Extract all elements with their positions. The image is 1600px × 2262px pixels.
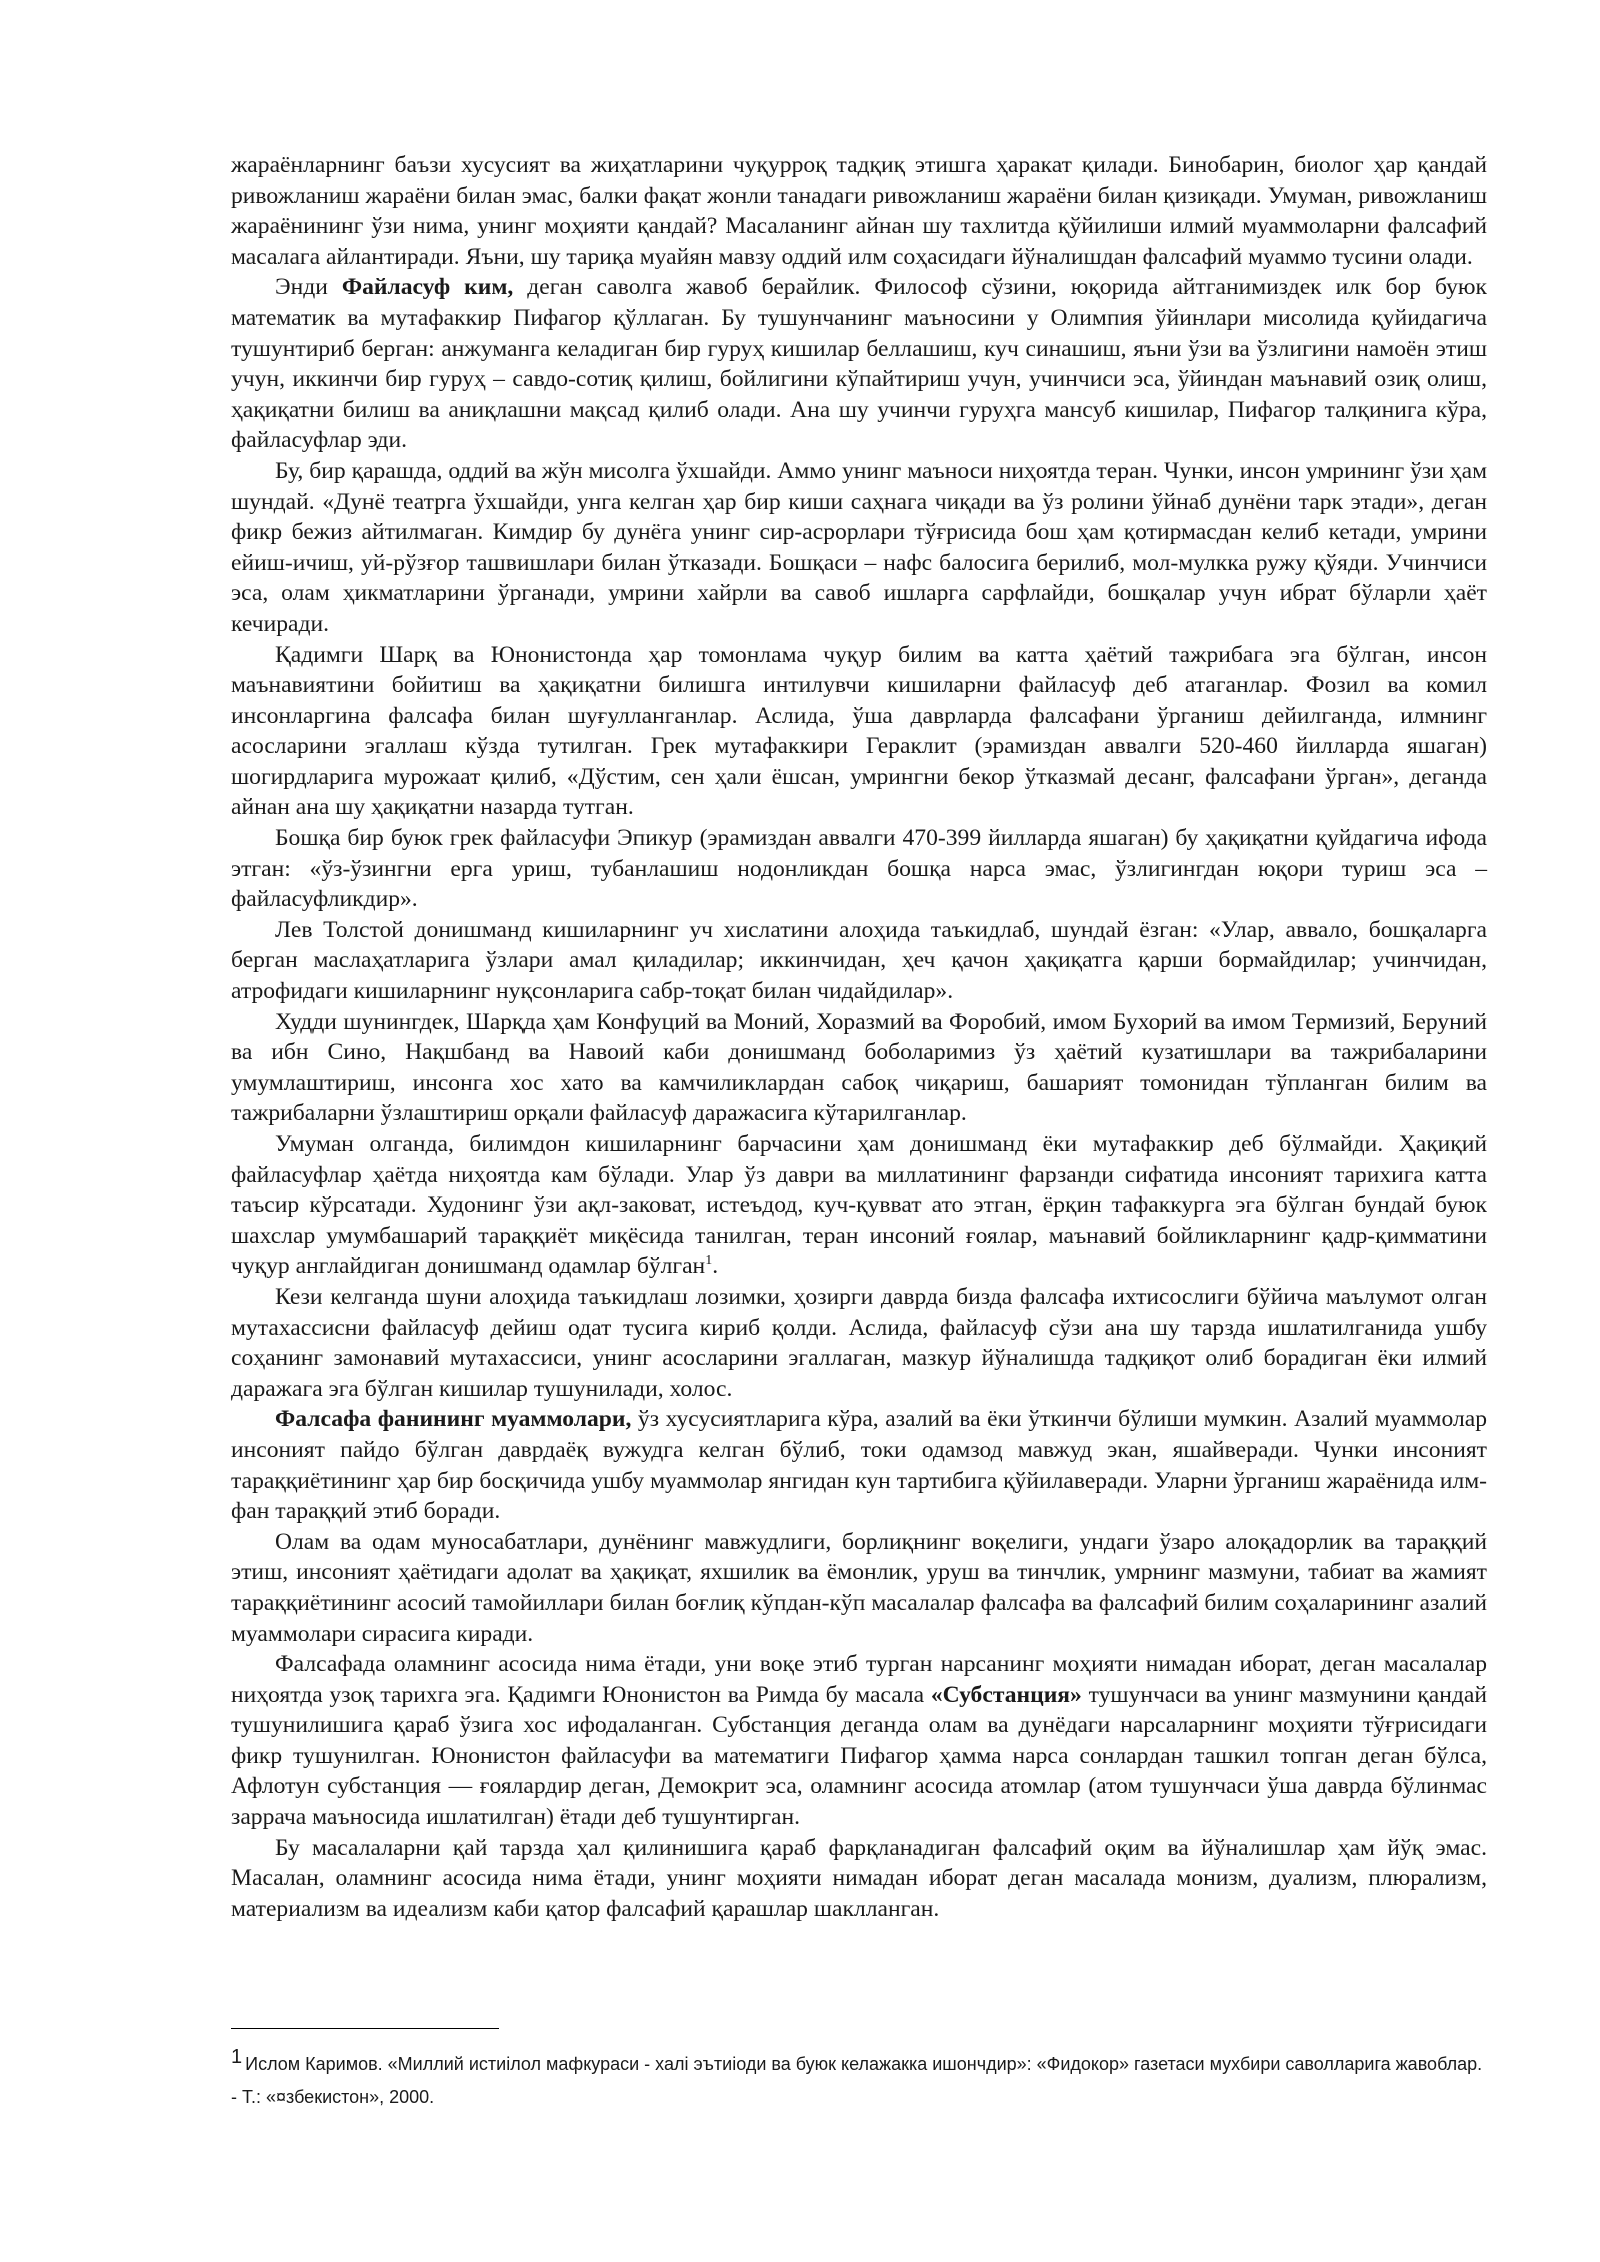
paragraph-text: Умуман олганда, билимдон кишиларнинг барчасини ҳам донишманд ёки мутафаккир деб бўлмайди. Ҳақиқий файласуфлар ҳаётда ниҳоятда кам бўлади. Улар ўз даври ва миллатининг фарзанди сифатида инсоният тарихига катта таъсир кўрсатади. Худонинг ўзи ақл-заковат, истеъдод, куч-қувват ато этган, ёрқин тафаккурга эга бўлган бундай буюк шахслар умумбашарий тараққиёт миқёсида танилган, теран инсоний ғоялар, маънавий бойликларнинг қадр-қимматини чуқур англайдиган донишманд одамлар бўлган <box>231 1131 1487 1280</box>
paragraph-eastern-thinkers <box>231 1007 1487 1129</box>
paragraph-text: Худди шунингдек, Шарқда ҳам Конфуций ва Моний, Хоразмий ва Форобий, имом Бухорий ва имом Термизий, Беруний ва ибн Сино, Нақшбанд ва Навоий каби донишманд боболаримиз ўз ҳаётий кузатишлари ва тажрибаларини умумлаштириш, инсонга хос хато ва камчиликлардан сабоқ чиқариш, башарият томонидан тўпланган билим ва тажрибаларни ўзлаштириш орқали файласуф даражасига кўтарилганлар. <box>231 1008 1487 1127</box>
paragraph-text-continued: тушунчаси ва унинг мазмунини қандай тушунилишига қараб ўзига хос ифодаланган. Субстанция деганда олам ва дунёдаги нарсаларнинг моҳияти тўғрисидаги фикр тушунилган. Юнонистон файласуфи ва математиги Пифагор ҳамма нарса сонлардан ташкил топган деган бўлса, Афлотун субстанция — ғоялардир деган, Демокрит эса, оламнинг асосида атомлар (атом тушунчаси ўша даврда бўлинмас заррача маъносида ишлатилган) ётади деб тушунтирган. <box>231 1681 1487 1831</box>
paragraph-text: Олам ва одам муносабатлари, дунёнинг мавжудлиги, борлиқнинг воқелиги, ундаги ўзаро алоқадорлик ва тараққий этиш, инсоният ҳаётидаги адолат ва ҳақиқат, яхшилик ва ёмонлик, уруш ва тинчлик, умрнинг мазмуни, табиат ва жамият тараққиётининг асосий тамойиллари билан боғлиқ кўпдан-кўп масалалар фалсафа ва фалсафий билим соҳаларининг азалий муаммолари сирасига киради. <box>231 1528 1487 1647</box>
document-body <box>231 150 1487 1924</box>
term-philosophy-problems: Фалсафа фанининг муаммолари, <box>275 1406 632 1433</box>
paragraph-ancient-east-greece <box>231 640 1487 824</box>
paragraph-text: деган саволга жавоб берайлик. Философ сўзини, юқорида айтганимиздек илк бор буюк математик ва мутафаккир Пифагор қўллаган. Бу тушунчанинг маъносини у Олимпия ўйинлари мисолида қуйидагича тушунтириб берган: анжуманга келадиган бир гуруҳ кишилар беллашиш, куч синашиш, яъни ўзи ва ўзлигини намоён этиш учун, иккинчи бир гуруҳ – савдо-сотиқ қилиш, бойлигини кўпайтириш учун, учинчиси эса, ўйиндан маънавий озиқ олиш, ҳақиқатни билиш ва аниқлашни мақсад қилиб олади. Ана шу учинчи гуруҳга мансуб кишилар, Пифагор талқинига кўра, файласуфлар эди. <box>231 274 1487 454</box>
footnote-number: 1 <box>231 2046 243 2068</box>
footnote <box>231 2048 1487 2114</box>
paragraph-modern-specialist <box>231 1282 1487 1404</box>
paragraph-true-philosophers <box>231 1129 1487 1282</box>
paragraph-epicurus <box>231 823 1487 915</box>
paragraph-philosophical-trends <box>231 1833 1487 1925</box>
paragraph-development-process <box>231 150 1487 272</box>
paragraph-text: Бошқа бир буюк грек файласуфи Эпикур (эрамиздан аввалги 470-399 йилларда яшаган) бу ҳақиқатни қуйдагича ифода этган: «ўз-ўзингни ерга уриш, тубанлашиш нодонликдан бошқа нарса эмас, ўзлигингдан юқори туриш эса – файласуфликдир». <box>231 825 1487 913</box>
footnote-separator <box>231 2028 499 2029</box>
paragraph-text: Лев Толстой донишманд кишиларнинг уч хислатини алоҳида таъкидлаб, шундай ёзган: «Улар, аввало, бошқаларга берган маслаҳатларига ўзлари амал қиладилар; иккинчидан, ҳеч қачон ҳақиқатга қарши бормайдилар; учинчидан, атрофидаги кишиларнинг нуқсонларига сабр-тоқат билан чидайдилар». <box>231 916 1487 1005</box>
footnote-text: Ислом Каримов. «Миллий истиілол мафкураси - халі эътиіоди ва буюк келажакка ишончдир»: «Фидокор» газетаси мухбири саволларига жавоблар. - Т.: «¤збекистон», 2000. <box>231 2054 1483 2107</box>
paragraph-text: Бу, бир қарашда, оддий ва жўн мисолга ўхшайди. Аммо унинг маъноси ниҳоятда теран. Чунки, инсон умрининг ўзи ҳам шундай. «Дунё театрга ўхшайди, унга келган ҳар бир киши саҳнага чиқади ва ўз ролини ўйнаб дунёни тарк этади», деган фикр бежиз айтилмаган. Кимдир бу дунёга унинг сир-асрорлари тўғрисида бош ҳам қотирмасдан келиб кетади, умрини ейиш-ичиш, уй-рўзғор ташвишлари билан ўтказади. Бошқаси – нафс балосига берилиб, мол-мулкка ружу қўяди. Учинчиси эса, олам ҳикматларини ўрганади, умрини хайрли ва савоб ишларга сарфлайди, бошқалар учун ибрат бўларли ҳаёт кечиради. <box>231 457 1487 637</box>
paragraph-substance <box>231 1649 1487 1833</box>
paragraph-text: Кези келганда шуни алоҳида таъкидлаш лозимки, ҳозирги даврда бизда фалсафа ихтисослиги бўйича маълумот олган мутахассисни файласуф дейиш одат тусига кириб қолди. Аслида, файласуф сўзи ана шу тарзда ишлатилганида ушбу соҳанинг замонавий мутахассиси, унинг асосларини эгаллаган, мазкур йўналишда тадқиқот олиб борадиган ёки илмий даражага эга бўлган кишилар тушунилади, холос. <box>231 1283 1487 1402</box>
paragraph-end: . <box>712 1253 719 1280</box>
paragraph-text: Фалсафада оламнинг асосида нима ётади, уни воқе этиб турган нарсанинг моҳияти нимадан иборат, деган масалалар ниҳоятда узоқ тарихга эга. Қадимги Юнонистон ва Римда бу масала <box>231 1651 1487 1708</box>
term-philosopher: Файласуф ким, <box>341 274 514 301</box>
paragraph-text: Бу масалаларни қай тарзда ҳал қилинишига қараб фарқланадиган фалсафий оқим ва йўналишлар ҳам йўқ эмас. Масалан, оламнинг асосида нима ётади, унинг моҳияти нимадан иборат деган масалада монизм, дуализм, плюрализм, материализм ва идеализм каби қатор фалсафий қарашлар шаклланган. <box>231 1834 1487 1922</box>
footnote-reference[interactable]: 1 <box>705 1253 713 1269</box>
paragraph-who-is-philosopher <box>231 272 1487 456</box>
term-substance: «Субстанция» <box>930 1681 1082 1708</box>
paragraph-tolstoy <box>231 915 1487 1007</box>
paragraph-problems-of-philosophy <box>231 1404 1487 1526</box>
paragraph-text: Қадимги Шарқ ва Юнонистонда ҳар томонлама чуқур билим ва катта ҳаётий тажрибага эга бўлган, инсон маънавиятини бойитиш ва ҳақиқатни билишга интилувчи кишиларни файласуф деб атаганлар. Фозил ва комил инсонларгина фалсафа билан шуғулланганлар. Аслида, ўша даврларда фалсафани ўрганиш дейилганда, илмнинг асосларини эгаллаш кўзда тутилган. Грек мутафаккири Гераклит (эрамиздан аввалги 520-460 йилларда яшаган) шогирдларига мурожаат қилиб, «Дўстим, сен ҳали ёшсан, умрингни бекор ўтказмай десанг, фалсафани ўрган», деганда айнан ана шу ҳақиқатни назарда тутган. <box>231 641 1487 821</box>
paragraph-text: жараёнларнинг баъзи хусусият ва жиҳатларини чуқурроқ тадқиқ этишга ҳаракат қилади. Бинобарин, биолог ҳар қандай ривожланиш жараёни билан эмас, балки фақат жонли танадаги ривожланиш жараёни билан қизиқади. Умуман, ривожланиш жараёнининг ўзи нима, унинг моҳияти қандай? Масаланинг айнан шу тахлитда қўйилиши илмий муаммоларни фалсафий масалага айлантиради. Яъни, шу тариқа муайян мавзу оддий илм соҳасидаги йўналишдан фалсафий муаммо тусини олади. <box>231 152 1487 270</box>
paragraph-lead: Энди <box>275 274 342 301</box>
paragraph-text: ўз хусусиятларига кўра, азалий ва ёки ўткинчи бўлиши мумкин. Азалий муаммолар инсоният пайдо бўлган даврдаёқ вужудга келган бўлиб, токи одамзод мавжуд экан, яшайверади. Чунки инсоният тараққиётининг ҳар бир босқичида ушбу муаммолар янгидан кун тартибига қўйилаверади. Уларни ўрганиш жараёнида илм-фан тараққий этиб боради. <box>231 1406 1487 1525</box>
paragraph-eternal-problems <box>231 1527 1487 1649</box>
paragraph-life-theatre <box>231 456 1487 640</box>
